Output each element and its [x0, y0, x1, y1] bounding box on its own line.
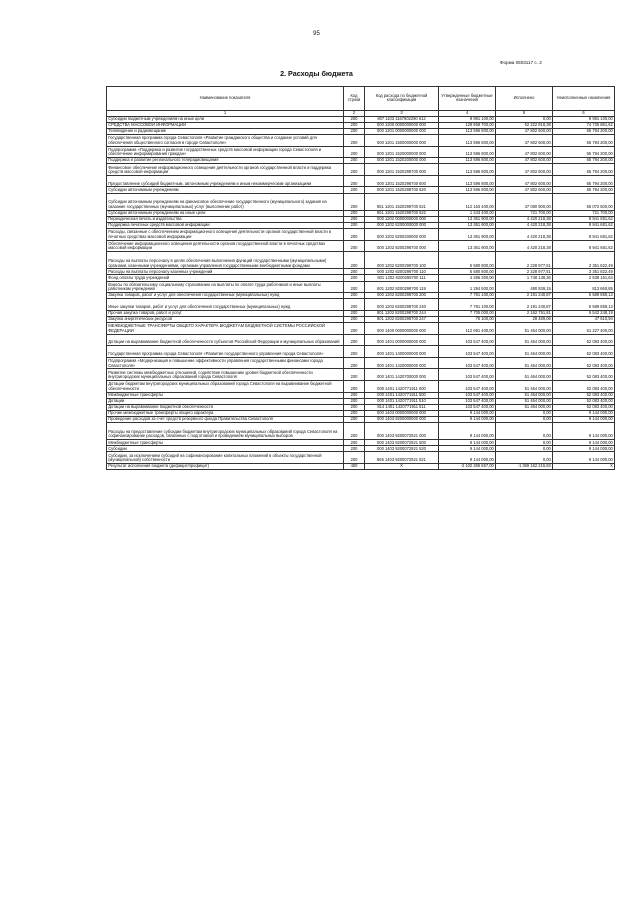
row-name: Дотации на выравнивание бюджетной обеспеченности [107, 404, 344, 410]
row-unexecuted: 721 700,00 [553, 210, 615, 216]
expenditure-table [106, 86, 615, 470]
row-approved: 112 691 400,00 [439, 323, 496, 335]
table-row [107, 240, 615, 252]
row-classification-code: 000 1401 1420000000 000 [365, 357, 439, 369]
row-unexecuted: 3 351 822,49 [553, 269, 615, 275]
row-name: Государственная программа города Севастополя «Развитие государственного управления города Севастополя» [107, 346, 344, 358]
row-approved: 4 286 300,00 [439, 275, 496, 281]
row-classification-code: 000 1403 9200072921 000 [365, 423, 439, 440]
row-approved: 103 547 400,00 [439, 392, 496, 398]
row-unexecuted: 2 538 161,64 [553, 275, 615, 281]
row-executed: 28 489,06 [496, 316, 553, 322]
row-classification-code: 000 1202 8200298700 110 [365, 269, 439, 275]
row-name: Взносы по обязательному социальному страхованию на выплаты по оплате труда работников и иные выплаты работникам учреждений [107, 281, 344, 293]
row-line-code: 200 [344, 122, 365, 128]
table-row [107, 452, 615, 464]
row-approved: 128 958 700,00 [439, 122, 496, 128]
row-classification-code: 000 1400 0000000000 000 [365, 323, 439, 335]
row-approved: 13 361 900,00 [439, 240, 496, 252]
section-title: 2. Расходы бюджета [280, 69, 353, 78]
row-classification-code: 000 1401 0000000000 000 [365, 334, 439, 346]
row-line-code: 200 [344, 398, 365, 404]
row-name: Дотации бюджетам внутригородских муниципальных образований города Севастополя на выравнивание бюджетной обеспеченности [107, 381, 344, 393]
row-classification-code: 000 1202 8200298700 000 [365, 240, 439, 252]
row-name: Расходы, связанные с обеспечением информационного освещения деятельности органов государственной власти в печатных средствах массовой информации [107, 229, 344, 241]
table-row [107, 299, 615, 311]
table-row [107, 323, 615, 335]
row-executed: 47 080 900,00 [496, 193, 553, 210]
row-line-code: 200 [344, 281, 365, 293]
row-line-code: 200 [344, 229, 365, 241]
table-row [107, 346, 615, 358]
table-row [107, 146, 615, 158]
row-approved: 13 361 900,00 [439, 229, 496, 241]
table-row [107, 193, 615, 210]
row-unexecuted: 8 941 681,62 [553, 222, 615, 228]
row-classification-code: 000 1201 1520298700 600 [365, 175, 439, 187]
table-row [107, 281, 615, 293]
row-approved: 103 547 400,00 [439, 398, 496, 404]
row-classification-code: 814 1401 1420771911 511 [365, 404, 439, 410]
table-row [107, 134, 615, 146]
column-number: 4 [439, 110, 496, 116]
row-line-code: 200 [344, 410, 365, 416]
row-line-code: 200 [344, 187, 365, 193]
row-classification-code: 000 1403 9200072921 500 [365, 440, 439, 446]
header-classification-code: Код расхода по бюджетной классификации [365, 87, 439, 111]
row-name: Подпрограмма «Модернизация и повышение эффективности управления государственными финансами города Севастополя» [107, 357, 344, 369]
row-executed: 51 464 000,00 [496, 369, 553, 381]
table-row [107, 252, 615, 269]
header-approved-amount: Утвержденные бюджетные назначения [439, 87, 496, 111]
row-classification-code: 000 1403 0000000000 000 [365, 410, 439, 416]
header-indicator-name: Наименование показателя [107, 87, 344, 111]
row-unexecuted: 8 941 681,62 [553, 240, 615, 252]
header-line-code: Код строки [344, 87, 365, 111]
header-unexecuted-amount: Неисполненные назначения [553, 87, 615, 111]
row-line-code: 200 [344, 128, 365, 134]
row-name: Межбюджетные трансферты [107, 440, 344, 446]
row-executed: 0,00 [496, 423, 553, 440]
table-row [107, 464, 615, 470]
row-classification-code: 000 1201 1520000000 000 [365, 146, 439, 158]
row-executed: 0,00 [496, 446, 553, 452]
row-approved: 9 144 000,00 [439, 416, 496, 422]
row-approved: 13 361 900,00 [439, 222, 496, 228]
row-name: СРЕДСТВА МАССОВОЙ ИНФОРМАЦИИ [107, 122, 344, 128]
row-executed: 0,00 [496, 452, 553, 464]
row-name: Межбюджетные трансферты [107, 392, 344, 398]
row-unexecuted: 9 144 000,00 [553, 452, 615, 464]
row-name: Прочие межбюджетные трансферты общего характера [107, 410, 344, 416]
row-approved: 103 547 400,00 [439, 369, 496, 381]
table-row [107, 381, 615, 393]
row-unexecuted: 74 735 881,62 [553, 122, 615, 128]
row-approved: 113 596 800,00 [439, 158, 496, 164]
row-classification-code: 000 1401 1420771911 500 [365, 392, 439, 398]
row-line-code: 200 [344, 440, 365, 446]
row-unexecuted: 52 083 400,00 [553, 346, 615, 358]
row-line-code: 200 [344, 293, 365, 299]
row-approved: 9 144 000,00 [439, 452, 496, 464]
row-name: Подпрограмма «Поддержка и развитие государственных средств массовой информации города Севастополя и обеспечение информирования граждан» [107, 146, 344, 158]
row-approved: 9 144 000,00 [439, 446, 496, 452]
row-executed: 2 228 977,51 [496, 252, 553, 269]
row-unexecuted: 5 589 859,13 [553, 299, 615, 311]
page-number: 95 [313, 31, 320, 37]
table-row [107, 334, 615, 346]
row-classification-code: 000 1201 1520298700 620 [365, 187, 439, 193]
row-executed: 47 802 600,00 [496, 134, 553, 146]
row-name: Телевидение и радиовещание [107, 128, 344, 134]
row-executed: 51 464 000,00 [496, 404, 553, 410]
row-line-code: 200 [344, 146, 365, 158]
row-approved: 5 580 800,00 [439, 269, 496, 275]
row-line-code: 200 [344, 252, 365, 269]
row-line-code: 200 [344, 346, 365, 358]
row-name: Дотации на выравнивание бюджетной обеспеченности субъектов Российской Федерации и муниципальных образований [107, 334, 344, 346]
row-classification-code: 807 1103 1167602290 612 [365, 116, 439, 122]
row-name: Закупка энергетических ресурсов [107, 316, 344, 322]
row-approved: 113 596 800,00 [439, 187, 496, 193]
row-name: Поддержка печатных средств массовой информации [107, 222, 344, 228]
row-name: Расходы на выплаты персоналу казенных учреждений [107, 269, 344, 275]
row-classification-code: 000 1403 9200000000 000 [365, 416, 439, 422]
row-name: Субсидии автономным учреждениям на финансовое обеспечение государственного (муниципального) задания на оказание государственных (муниципальных) услуг (выполнение работ) [107, 193, 344, 210]
row-name: Закупка товаров, работ и услуг для обеспечения государственных (муниципальных) нужд [107, 293, 344, 299]
row-approved: 103 547 400,00 [439, 357, 496, 369]
row-classification-code: 801 1202 8200298700 247 [365, 316, 439, 322]
row-name: Периодическая печать и издательства [107, 216, 344, 222]
row-classification-code: 000 1202 0000000000 000 [365, 216, 439, 222]
row-approved: 5 580 800,00 [439, 252, 496, 269]
row-classification-code: 865 1403 9200072921 521 [365, 452, 439, 464]
row-line-code: 200 [344, 193, 365, 210]
row-classification-code: 801 1202 8200298700 111 [365, 275, 439, 281]
row-name: Субсидии, за исключением субсидий на софинансирование капитальных вложений в объекты государственной (муниципальной) собственности [107, 452, 344, 464]
row-classification-code: 000 1201 1520200000 000 [365, 158, 439, 164]
row-name: Государственная программа города Севастополя «Развитие гражданского общества и создание условий для обеспечения общественного согласия в городе Севастополе» [107, 134, 344, 146]
row-approved: 113 596 800,00 [439, 164, 496, 176]
row-name: МЕЖБЮДЖЕТНЫЕ ТРАНСФЕРТЫ ОБЩЕГО ХАРАКТЕРА БЮДЖЕТАМ БЮДЖЕТНОЙ СИСТЕМЫ РОССИЙСКОЙ ФЕДЕРАЦИИ [107, 323, 344, 335]
row-executed: 4 420 218,38 [496, 229, 553, 241]
row-unexecuted: 9 144 000,00 [553, 440, 615, 446]
row-executed: 47 802 600,00 [496, 187, 553, 193]
row-unexecuted: 9 991 100,00 [553, 116, 615, 122]
row-approved: 103 547 400,00 [439, 334, 496, 346]
row-unexecuted: 813 660,85 [553, 281, 615, 293]
row-unexecuted: 52 083 400,00 [553, 369, 615, 381]
row-executed: 51 464 000,00 [496, 357, 553, 369]
column-number: 6 [553, 110, 615, 116]
table-row [107, 175, 615, 187]
row-line-code: 200 [344, 158, 365, 164]
row-executed: 47 802 600,00 [496, 146, 553, 158]
row-executed: 1 748 138,36 [496, 275, 553, 281]
row-classification-code: 851 1201 1520298700 622 [365, 210, 439, 216]
column-number: 5 [496, 110, 553, 116]
row-name: Проведение расходов за счет средств резервного фонда Правительства Севастополя [107, 416, 344, 422]
row-classification-code: 000 1200 0000000000 000 [365, 122, 439, 128]
row-executed: 47 802 600,00 [496, 158, 553, 164]
row-name: Расходы на выплаты персоналу в целях обеспечения выполнения функций государственными (муниципальными) органами, казенными учреждениями, органами управления государственными внебюджетными фондами [107, 252, 344, 269]
row-classification-code: 000 1401 1400000000 000 [365, 346, 439, 358]
row-line-code: 200 [344, 175, 365, 187]
row-executed: 4 420 218,38 [496, 222, 553, 228]
row-executed: 51 464 000,00 [496, 323, 553, 335]
row-classification-code: X [365, 464, 439, 470]
row-approved: 9 991 100,00 [439, 116, 496, 122]
row-executed: 0,00 [496, 416, 553, 422]
row-executed: 2 191 240,87 [496, 293, 553, 299]
row-unexecuted: 65 794 200,00 [553, 146, 615, 158]
row-classification-code: 000 1201 1500000000 000 [365, 134, 439, 146]
form-code: Форма 0503117 с. 2 [500, 60, 542, 65]
row-unexecuted: X [553, 464, 615, 470]
row-unexecuted: 61 227 400,00 [553, 323, 615, 335]
row-executed: 721 700,00 [496, 210, 553, 216]
row-classification-code: 000 1201 1520298700 000 [365, 164, 439, 176]
row-classification-code: 000 1202 8200298700 200 [365, 293, 439, 299]
row-line-code: 200 [344, 316, 365, 322]
row-classification-code: 000 1202 8200200000 000 [365, 229, 439, 241]
row-line-code: 200 [344, 310, 365, 316]
row-unexecuted: 65 794 200,00 [553, 158, 615, 164]
row-executed: 2 191 240,87 [496, 299, 553, 311]
row-approved: 1 443 400,00 [439, 210, 496, 216]
row-line-code: 200 [344, 392, 365, 398]
row-unexecuted: 52 083 400,00 [553, 357, 615, 369]
row-classification-code: 851 1201 1520298700 621 [365, 193, 439, 210]
row-approved: 113 596 800,00 [439, 175, 496, 187]
row-name: Иные закупки товаров, работ и услуг для обеспечения государственных (муниципальных) нужд [107, 299, 344, 311]
row-classification-code: 000 1202 8200298700 100 [365, 252, 439, 269]
row-line-code: 450 [344, 464, 365, 470]
row-executed: 480 839,15 [496, 281, 553, 293]
row-approved: 112 153 400,00 [439, 193, 496, 210]
row-name: Прочая закупка товаров, работ и услуг [107, 310, 344, 316]
row-line-code: 200 [344, 210, 365, 216]
row-line-code: 200 [344, 423, 365, 440]
row-unexecuted: 9 144 000,00 [553, 423, 615, 440]
row-line-code: 200 [344, 357, 365, 369]
row-name: Дотации [107, 398, 344, 404]
table-body [107, 116, 615, 469]
row-classification-code: 000 1202 8200000000 000 [365, 222, 439, 228]
row-approved: 103 547 400,00 [439, 404, 496, 410]
row-approved: 13 361 900,00 [439, 216, 496, 222]
row-line-code: 200 [344, 323, 365, 335]
row-approved: 7 705 000,00 [439, 310, 496, 316]
row-unexecuted: 65 794 200,00 [553, 128, 615, 134]
table-row [107, 164, 615, 176]
row-line-code: 200 [344, 116, 365, 122]
row-executed: 51 464 000,00 [496, 381, 553, 393]
row-line-code: 200 [344, 216, 365, 222]
row-line-code: 200 [344, 269, 365, 275]
row-name: Расходы на предоставление субсидии бюджетам внутригородских муниципальных образований города Севастополя на софинансирование расходов, связанных с подготовкой и проведением муниципальных выборов [107, 423, 344, 440]
row-executed: 2 228 977,51 [496, 269, 553, 275]
row-classification-code: 000 1201 0000000000 000 [365, 128, 439, 134]
row-unexecuted: 65 794 200,00 [553, 134, 615, 146]
row-unexecuted: 65 794 200,00 [553, 175, 615, 187]
row-name: Поддержка и развитие регионального телерадиовещания [107, 158, 344, 164]
row-unexecuted: 9 144 000,00 [553, 446, 615, 452]
row-line-code: 200 [344, 334, 365, 346]
table-row [107, 423, 615, 440]
row-line-code: 200 [344, 299, 365, 311]
row-executed: 47 802 600,00 [496, 164, 553, 176]
row-unexecuted: 5 542 248,19 [553, 310, 615, 316]
row-name: Субсидии автономным учреждениям [107, 187, 344, 193]
row-unexecuted: 8 941 681,62 [553, 216, 615, 222]
row-name: Обеспечение информационного освещения деятельности органов государственной власти в печатных средствах массовой информации [107, 240, 344, 252]
table-header-row [107, 87, 615, 111]
row-executed: 4 420 218,38 [496, 216, 553, 222]
row-approved: -2 102 265 557,00 [439, 464, 496, 470]
row-classification-code: 000 1401 1420771911 000 [365, 381, 439, 393]
row-executed: 2 162 751,81 [496, 310, 553, 316]
row-executed: 4 420 218,38 [496, 240, 553, 252]
row-executed: 51 464 000,00 [496, 398, 553, 404]
row-unexecuted: 3 351 822,49 [553, 252, 615, 269]
row-approved: 103 547 400,00 [439, 381, 496, 393]
row-unexecuted: 52 083 400,00 [553, 398, 615, 404]
row-executed: -1 369 162 216,83 [496, 464, 553, 470]
row-executed: 0,00 [496, 410, 553, 416]
row-line-code: 200 [344, 446, 365, 452]
row-approved: 1 294 500,00 [439, 281, 496, 293]
row-executed: 51 464 000,00 [496, 392, 553, 398]
row-line-code: 200 [344, 134, 365, 146]
row-executed: 0,00 [496, 440, 553, 446]
row-executed: 51 464 000,00 [496, 334, 553, 346]
row-unexecuted: 52 083 400,00 [553, 334, 615, 346]
row-executed: 47 802 600,00 [496, 175, 553, 187]
row-approved: 9 144 000,00 [439, 410, 496, 416]
row-line-code: 200 [344, 164, 365, 176]
row-unexecuted: 65 794 200,00 [553, 164, 615, 176]
row-unexecuted: 9 144 000,00 [553, 416, 615, 422]
row-name: Фонд оплаты труда учреждений [107, 275, 344, 281]
row-classification-code: 000 1401 1420700000 000 [365, 369, 439, 381]
row-name: Субсидии бюджетным учреждениям на иные цели [107, 116, 344, 122]
column-number: 3 [365, 110, 439, 116]
row-classification-code: 000 1401 1420771911 510 [365, 398, 439, 404]
row-approved: 113 596 800,00 [439, 134, 496, 146]
row-approved: 7 781 100,00 [439, 299, 496, 311]
column-number: 2 [344, 110, 365, 116]
row-approved: 103 547 400,00 [439, 346, 496, 358]
row-executed: 47 802 600,00 [496, 128, 553, 134]
row-line-code: 200 [344, 369, 365, 381]
row-name: Развитие системы межбюджетных отношений, содействие повышению уровня бюджетной обеспеченности внутригородских муниципальных образований города Севастополя [107, 369, 344, 381]
row-approved: 113 596 800,00 [439, 146, 496, 158]
row-approved: 113 596 800,00 [439, 128, 496, 134]
row-unexecuted: 65 794 200,00 [553, 187, 615, 193]
row-name: Предоставление субсидий бюджетным, автономным учреждениям и иным некоммерческим организациям [107, 175, 344, 187]
row-unexecuted: 8 941 681,62 [553, 229, 615, 241]
row-classification-code: 000 1403 9200072921 520 [365, 446, 439, 452]
row-line-code: 200 [344, 404, 365, 410]
header-executed-amount: Исполнено [496, 87, 553, 111]
row-unexecuted: 65 072 500,00 [553, 193, 615, 210]
row-unexecuted: 5 589 859,13 [553, 293, 615, 299]
row-line-code: 200 [344, 452, 365, 464]
row-unexecuted: 47 610,94 [553, 316, 615, 322]
row-classification-code: 801 1202 8200298700 119 [365, 281, 439, 293]
row-approved: 7 781 100,00 [439, 293, 496, 299]
table-row [107, 229, 615, 241]
row-line-code: 200 [344, 240, 365, 252]
row-line-code: 200 [344, 381, 365, 393]
row-name: Субсидии автономным учреждениям на иные цели [107, 210, 344, 216]
row-name: Результат исполнения бюджета (дефицит/профицит) [107, 464, 344, 470]
row-unexecuted: 9 144 000,00 [553, 410, 615, 416]
row-line-code: 200 [344, 416, 365, 422]
row-executed: 0,00 [496, 116, 553, 122]
row-executed: 52 222 818,38 [496, 122, 553, 128]
row-executed: 51 464 000,00 [496, 346, 553, 358]
row-unexecuted: 52 083 400,00 [553, 404, 615, 410]
row-classification-code: 801 1202 8200298700 244 [365, 310, 439, 316]
row-name: Финансовое обеспечение информационного освещения деятельности органов государственной власти и поддержка средств массовой информации [107, 164, 344, 176]
row-unexecuted: 52 083 400,00 [553, 392, 615, 398]
row-approved: 76 100,00 [439, 316, 496, 322]
row-line-code: 200 [344, 222, 365, 228]
column-number: 1 [107, 110, 344, 116]
row-approved: 9 144 000,00 [439, 423, 496, 440]
row-approved: 9 144 000,00 [439, 440, 496, 446]
table-row [107, 357, 615, 369]
row-classification-code: 000 1202 8200298700 240 [365, 299, 439, 311]
row-name: Субсидии [107, 446, 344, 452]
row-unexecuted: 52 083 400,00 [553, 381, 615, 393]
table-row [107, 369, 615, 381]
row-line-code: 200 [344, 275, 365, 281]
